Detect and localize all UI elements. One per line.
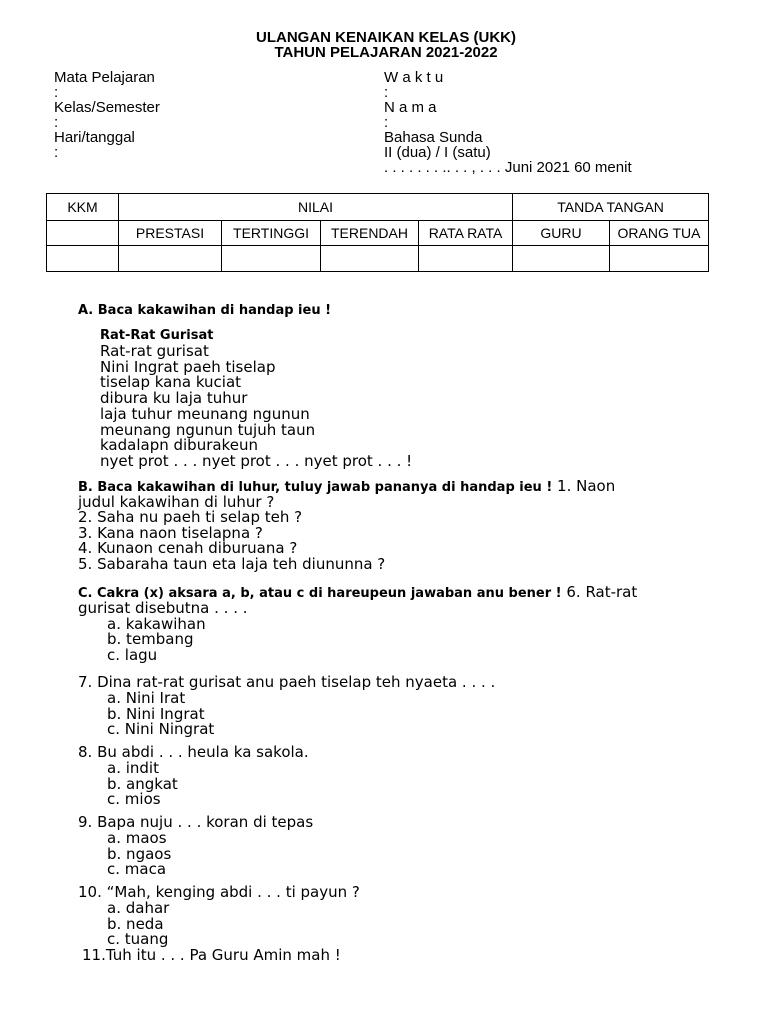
table-subheader-row [47, 221, 709, 246]
poem [100, 328, 412, 470]
subject-colon: : [54, 84, 59, 101]
section-c-heading: C. Cakra (x) aksara a, b, atau c di hareupeun jawaban anu bener ! [78, 586, 562, 601]
poem-line: meunang ngunun tujuh taun [100, 420, 316, 439]
question-text: 3. Kana naon tiselapna ? [78, 523, 263, 542]
question-text: 10. “Mah, kenging abdi . . . ti payun ? [78, 883, 360, 901]
question-text: 2. Saha nu paeh ti selap teh ? [78, 508, 303, 527]
orang-tua-header: ORANG TUA [610, 221, 709, 246]
guru-signature-cell [513, 246, 610, 272]
answer-option: c. lagu [107, 646, 158, 664]
class-semester-value: II (dua) / I (satu) [384, 144, 491, 161]
question-11 [82, 948, 341, 964]
answer-option: a. maos [107, 828, 167, 847]
poem-line: laja tuhur meunang ngunun [100, 404, 310, 423]
info-labels [54, 70, 160, 160]
time-colon: : [384, 84, 389, 101]
kkm-value-cell [47, 246, 119, 272]
section-c [78, 585, 637, 664]
question-text: 11.Tuh itu . . . Pa Guru Amin mah ! [82, 946, 341, 964]
question-7 [78, 675, 495, 738]
question-text: 5. Sabaraha taun eta laja teh diununna ? [78, 554, 386, 573]
question-text: 1. Naon [557, 477, 616, 495]
time-label: W a k t u [384, 69, 444, 86]
orang-tua-signature-cell [610, 246, 709, 272]
question-text: 7. Dina rat-rat gurisat anu paeh tiselap teh nyaeta . . . . [78, 673, 496, 691]
answer-option: c. mios [107, 790, 161, 809]
section-a-heading-block [78, 303, 331, 319]
answer-option: a. indit [107, 758, 159, 777]
prestasi-header: PRESTASI [119, 221, 222, 246]
tanda-tangan-header: TANDA TANGAN [513, 194, 709, 221]
table-value-row [47, 246, 709, 272]
answer-option: a. Nini Irat [107, 688, 186, 707]
day-date-colon: : [54, 144, 59, 161]
table-header-row [47, 194, 709, 221]
school-year: TAHUN PELAJARAN 2021-2022 [274, 44, 498, 61]
name-label: N a m a [384, 99, 437, 116]
answer-option: b. ngaos [107, 844, 172, 863]
question-text: 8. Bu abdi . . . heula ka sakola. [78, 743, 309, 761]
poem-line: tiselap kana kuciat [100, 373, 242, 392]
kkm-header: KKM [47, 194, 119, 221]
tertinggi-value-cell [222, 246, 321, 272]
info-values [384, 70, 632, 175]
exam-title: ULANGAN KENAIKAN KELAS (UKK) [256, 29, 516, 46]
poem-line: Rat-rat gurisat [100, 341, 209, 360]
class-semester-colon: : [54, 114, 59, 131]
nilai-header: NILAI [119, 194, 513, 221]
name-colon: : [384, 114, 389, 131]
rata-rata-header: RATA RATA [419, 221, 513, 246]
question-text: 6. Rat-rat [566, 583, 638, 601]
score-table [46, 193, 709, 272]
question-9 [78, 815, 313, 878]
kkm-blank-cell [47, 221, 119, 246]
poem-line: dibura ku laja tuhur [100, 389, 248, 407]
answer-option: a. dahar [107, 898, 170, 917]
answer-option: b. tembang [107, 630, 194, 649]
prestasi-value-cell [119, 246, 222, 272]
exam-header [0, 30, 768, 60]
poem-line: nyet prot . . . nyet prot . . . nyet prot . . . ! [100, 452, 413, 470]
question-text: judul kakawihan di luhur ? [78, 492, 275, 511]
poem-title: Rat-Rat Gurisat [100, 328, 214, 343]
poem-line: Nini Ingrat paeh tiselap [100, 357, 276, 376]
terendah-header: TERENDAH [321, 221, 419, 246]
question-text: 4. Kunaon cenah diburuana ? [78, 539, 298, 558]
question-8 [78, 745, 309, 808]
guru-header: GURU [513, 221, 610, 246]
answer-option: b. Nini Ingrat [107, 704, 205, 723]
subject-value: Bahasa Sunda [384, 129, 483, 146]
subject-label: Mata Pelajaran [54, 69, 155, 86]
section-b-heading: B. Baca kakawihan di luhur, tuluy jawab pananya di handap ieu ! [78, 480, 553, 495]
terendah-value-cell [321, 246, 419, 272]
date-duration-value: . . . . . . . .. . . , . . . Juni 2021 60 menit [384, 159, 632, 176]
answer-option: b. angkat [107, 774, 178, 793]
class-semester-label: Kelas/Semester [54, 99, 160, 116]
answer-option: a. kakawihan [107, 614, 206, 633]
section-b [78, 479, 615, 573]
rata-rata-value-cell [419, 246, 513, 272]
poem-line: kadalapn diburakeun [100, 436, 258, 455]
answer-option: c. Nini Ningrat [107, 720, 215, 739]
answer-option: c. maca [107, 860, 167, 879]
question-text: gurisat disebutna . . . . [78, 598, 248, 617]
tertinggi-header: TERTINGGI [222, 221, 321, 246]
question-text: 9. Bapa nuju . . . koran di tepas [78, 813, 314, 831]
day-date-label: Hari/tanggal [54, 129, 135, 146]
answer-option: b. neda [107, 914, 164, 933]
section-a-heading: A. Baca kakawihan di handap ieu ! [78, 303, 332, 318]
answer-option: c. tuang [107, 930, 169, 949]
question-10 [78, 885, 360, 948]
